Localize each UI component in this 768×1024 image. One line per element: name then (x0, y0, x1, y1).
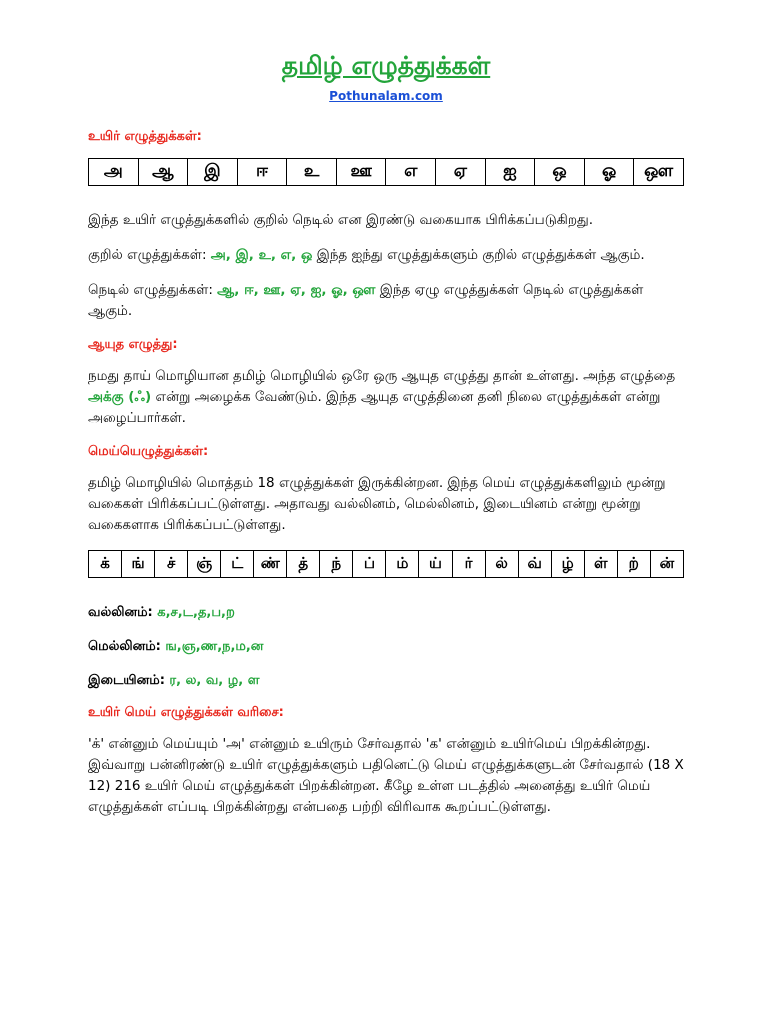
mei-letters-table (88, 550, 684, 578)
mei-heading: மெய்யெழுத்துக்கள்: (88, 444, 209, 459)
aytham-text-before: நமது தாய் மொழியான தமிழ் மொழியில் ஒரே ஒரு ஆயுத எழுத்து தான் உள்ளது. அந்த எழுத்தை (88, 368, 676, 384)
uyir-letter-cell: அ (89, 159, 139, 186)
mei-letter-cell: ஞ் (188, 551, 221, 578)
aytham-highlight: அக்கு (ஃ) (88, 389, 152, 405)
page-title: தமிழ் எழுத்துக்கள் (281, 51, 491, 80)
uyir-letter-cell: ஐ (485, 159, 535, 186)
mei-letter-cell: ந் (320, 551, 353, 578)
mei-letter-cell: ய் (419, 551, 452, 578)
mei-letter-cell: ண் (254, 551, 287, 578)
mei-paragraph: தமிழ் மொழியில் மொத்தம் 18 எழுத்துக்கள் இருக்கின்றன. இந்த மெய் எழுத்துக்களிலும் மூன்று வகைகள் பிரிக்கப்பட்டுள்ளது. அதாவது வல்லினம், மெல்லினம், இடையினம் என்று மூன்று வகைகளாக பிரிக்கப்பட்டுள்ளது. (88, 475, 666, 533)
uyirmei-paragraph: 'க்' என்னும் மெய்யும் 'அ' என்னும் உயிரும் சேர்வதால் 'க' என்னும் உயிர்மெய் பிறக்கின்றது. இவ்வாறு பன்னிரண்டு உயிர் எழுத்துக்களும் பதினெட்டு மெய் எழுத்துக்களுடன் சேர்வதால் (18 X 12) 216 உயிர் மெய் எழுத்துக்கள் பிறக்கின்றன. கீழே உள்ள படத்தில் அனைத்து உயிர் மெய் எழுத்துக்கள் எப்படி பிறக்கின்றது என்பதை பற்றி விரிவாக கூறப்பட்டுள்ளது. (88, 736, 684, 815)
kuril-prefix: குறில் எழுத்துக்கள்: (88, 247, 211, 263)
mei-letter-cell: ப் (353, 551, 386, 578)
kuril-suffix: இந்த ஐந்து எழுத்துக்களும் குறில் எழுத்துக்கள் ஆகும். (312, 247, 645, 263)
uyir-letters-table (88, 158, 684, 186)
vallinam-value: க,ச,ட,த,ப,ற (152, 605, 235, 620)
idaiyinam-value: ர, ல, வ, ழ, ள (164, 673, 260, 688)
mei-letter-cell: ர் (452, 551, 485, 578)
mei-letter-cell: வ் (518, 551, 551, 578)
mellinam-value: ங,ஞ,ண,ந,ம,ன (160, 639, 264, 654)
uyir-letter-cell: ஔ (634, 159, 684, 186)
mei-letter-cell: ல் (485, 551, 518, 578)
uyir-letter-cell: ஏ (436, 159, 486, 186)
mellinam-line (88, 638, 684, 656)
uyir-heading: உயிர் எழுத்துக்கள்: (88, 129, 202, 144)
mellinam-label: மெல்லினம்: (88, 639, 161, 654)
mei-letter-cell: த் (287, 551, 320, 578)
kuril-letters: அ, இ, உ, எ, ஒ (210, 247, 313, 263)
nedil-suffix: இந்த ஏழு எழுத்துக்கள் நெடில் எழுத்துக்கள் ஆகும். (88, 282, 644, 319)
idaiyinam-label: இடையினம்: (88, 673, 165, 688)
kuril-paragraph (88, 245, 684, 266)
mei-letter-cell: ள் (584, 551, 617, 578)
aytham-text-after: என்று அழைக்க வேண்டும். இந்த ஆயுத எழுத்தினை தனி நிலை எழுத்துக்கள் என்று அழைப்பார்கள். (88, 389, 661, 426)
mei-letter-cell: ன் (650, 551, 683, 578)
mei-letter-cell: ம் (386, 551, 419, 578)
uyir-letter-cell: ஓ (584, 159, 634, 186)
mei-letter-cell: ட் (221, 551, 254, 578)
uyir-letter-cell: எ (386, 159, 436, 186)
mei-letter-cell: ங் (122, 551, 155, 578)
site-link[interactable]: Pothunalam.com (329, 89, 443, 103)
mei-letter-cell: க் (89, 551, 122, 578)
uyir-letters-row (89, 159, 684, 186)
uyir-letter-cell: ஒ (535, 159, 585, 186)
uyir-letter-cell: ஊ (336, 159, 386, 186)
vallinam-line (88, 604, 684, 622)
mei-letter-cell: ழ் (551, 551, 584, 578)
document-page (88, 48, 684, 818)
vallinam-label: வல்லினம்: (88, 605, 153, 620)
uyir-letter-cell: ஆ (138, 159, 188, 186)
uyirmei-heading: உயிர் மெய் எழுத்துக்கள் வரிசை: (88, 705, 284, 720)
mei-letter-cell: ற் (617, 551, 650, 578)
aytham-heading: ஆயுத எழுத்து: (88, 337, 178, 352)
aytham-paragraph (88, 366, 684, 429)
mei-letter-cell: ச் (155, 551, 188, 578)
uyir-letter-cell: உ (287, 159, 337, 186)
uyir-letter-cell: ஈ (237, 159, 287, 186)
uyir-letter-cell: இ (188, 159, 238, 186)
nedil-prefix: நெடில் எழுத்துக்கள்: (88, 282, 218, 298)
nedil-paragraph (88, 280, 684, 322)
nedil-letters: ஆ, ஈ, ஊ, ஏ, ஐ, ஓ, ஔ (217, 282, 376, 298)
idaiyinam-line (88, 672, 684, 690)
mei-letters-row (89, 551, 684, 578)
uyir-intro: இந்த உயிர் எழுத்துக்களில் குறில் நெடில் என இரண்டு வகையாக பிரிக்கப்படுகிறது. (88, 212, 594, 228)
